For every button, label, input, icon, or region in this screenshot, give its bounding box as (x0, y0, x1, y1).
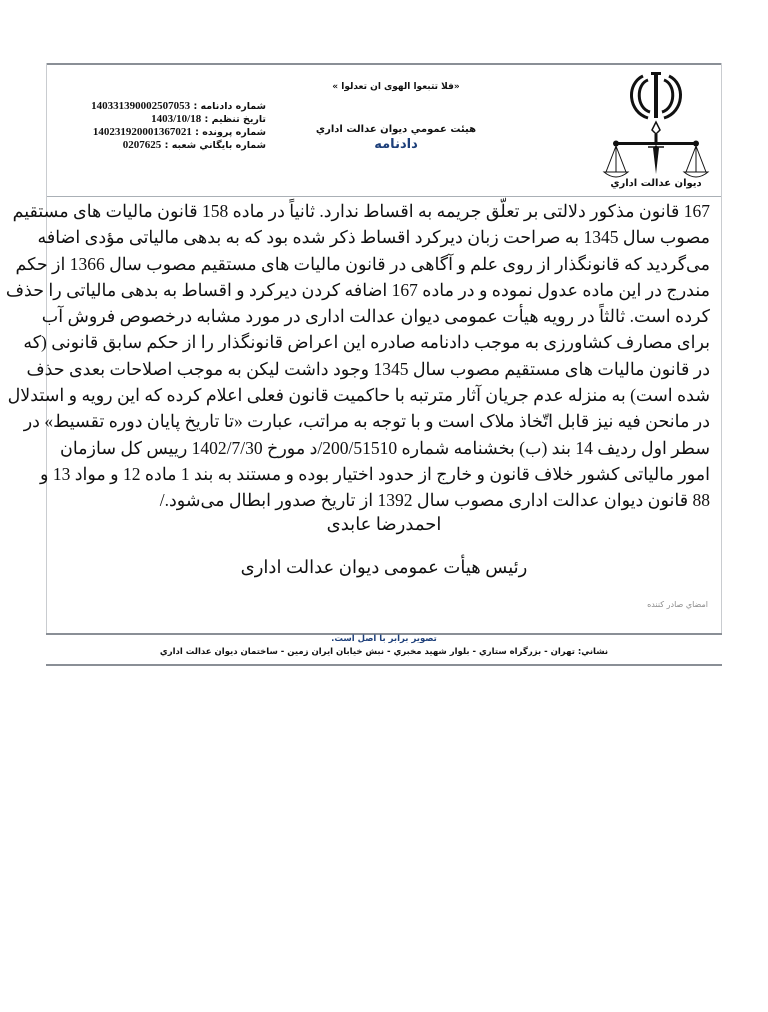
body-line: 88 قانون دیوان عدالت اداری مصوب سال 1392 از تاریخ صدور ابطال می‌شود./ (159, 490, 710, 511)
document-title: دادنامه (374, 137, 418, 152)
signer-label: امضاي صادر كننده (647, 600, 708, 609)
signer-title: رئیس هیأت عمومی دیوان عدالت اداری (240, 557, 528, 577)
header-bottom-rule (46, 196, 722, 197)
body-line: شده است) به منزله عدم جریان آثار مترتبه با حاکمیت قانون فعلی اعلام کرده که این رویه و استدلال (7, 385, 710, 406)
body-line: برای مصارف کشاورزی به موجب دادنامه صادره این اعراض قانونگذار را از حکم سابق قانونی (که (23, 332, 710, 353)
meta-verdict-number (74, 100, 266, 113)
body-line: در قانون مالیات های مستقیم مصوب سال 1345 وجود داشت لیکن به موجب اصلاحات بعدی حذف (26, 358, 710, 379)
body-line: در مانحن فیه نیز قابل اتّخاذ ملاک است و با توجه به مراتب، عبارت «تا تاریخ پایان دوره تقسیط» در (23, 411, 710, 432)
body-line: 167 قانون مذکور دلالتی بر تعلّق جریمه به اقساط ندارد. ثانیاً در ماده 158 قانون مالیات های مستقیم (12, 201, 710, 221)
emblem-caption: ديوان عدالت اداري (610, 178, 702, 189)
scales-of-justice-icon (600, 68, 712, 178)
body-line: مندرج در این ماده عدول نموده و در ماده 167 اضافه کردن دیرکرد و اقساط به بدهی مالیاتی را حذف (5, 279, 710, 300)
emblem (598, 68, 714, 196)
verse: «فلا تتبعوا الهوی ان تعدلوا » (332, 82, 460, 92)
body-line: کرده است. ثالثاً در رویه هیأت عمومی دیوان عدالت اداری در مورد مشابه درخصوص فروش آب (41, 306, 710, 327)
document-footer (46, 633, 722, 659)
meta-value: 140331390002507053 (91, 100, 191, 112)
document-meta (74, 100, 266, 152)
body-line: می‌گردید که قانونگذار از روی علم و آگاهی در قانون مالیات های مستقیم مصوب سال 1366 از حکم (15, 253, 710, 274)
meta-case-number (74, 126, 266, 139)
meta-archive-number (74, 139, 266, 152)
meta-label: تاريخ تنظيم : (204, 114, 266, 125)
meta-value: 0207625 (122, 139, 162, 151)
verdict-body (5, 198, 710, 514)
footer-bottom-rule (46, 664, 722, 666)
meta-value: 1403/10/18 (151, 113, 202, 125)
meta-issue-date (74, 113, 266, 126)
body-line: امور مالیاتی کشور خلاف قانون و خارج از حدود اختیار بوده و مستند به بند 1 ماده 12 و مواد 13 و (40, 463, 710, 484)
document-header (46, 64, 722, 196)
meta-label: شماره بايگاني شعبه : (164, 140, 266, 151)
address: نشاني: تهران - بزرگراه ستاري - بلوار شهيد مخبري - نبش خيابان ايران زمين - ساختمان ديوان عدالت اداري (159, 647, 609, 657)
signer-name: احمدرضا عابدی (326, 514, 442, 534)
header-center (296, 82, 496, 152)
meta-label: شماره دادنامه : (193, 101, 266, 112)
body-line: سطر اول ردیف 14 بند (ب) بخشنامه شماره 200/51510/د مورخ 1402/7/30 رییس کل سازمان (60, 437, 710, 458)
meta-label: شماره پرونده : (195, 127, 266, 138)
meta-value: 140231920001367021 (92, 126, 192, 138)
certified-copy-note: تصوير برابر با اصل است. (331, 634, 437, 644)
board-name: هیئت عمومي ديوان عدالت اداري (315, 124, 477, 135)
body-line: مصوب سال 1345 به صراحت زبان دیرکرد اقساط ذکر شده بود که به بدهی مالیاتی مؤدی اضافه (37, 227, 710, 248)
